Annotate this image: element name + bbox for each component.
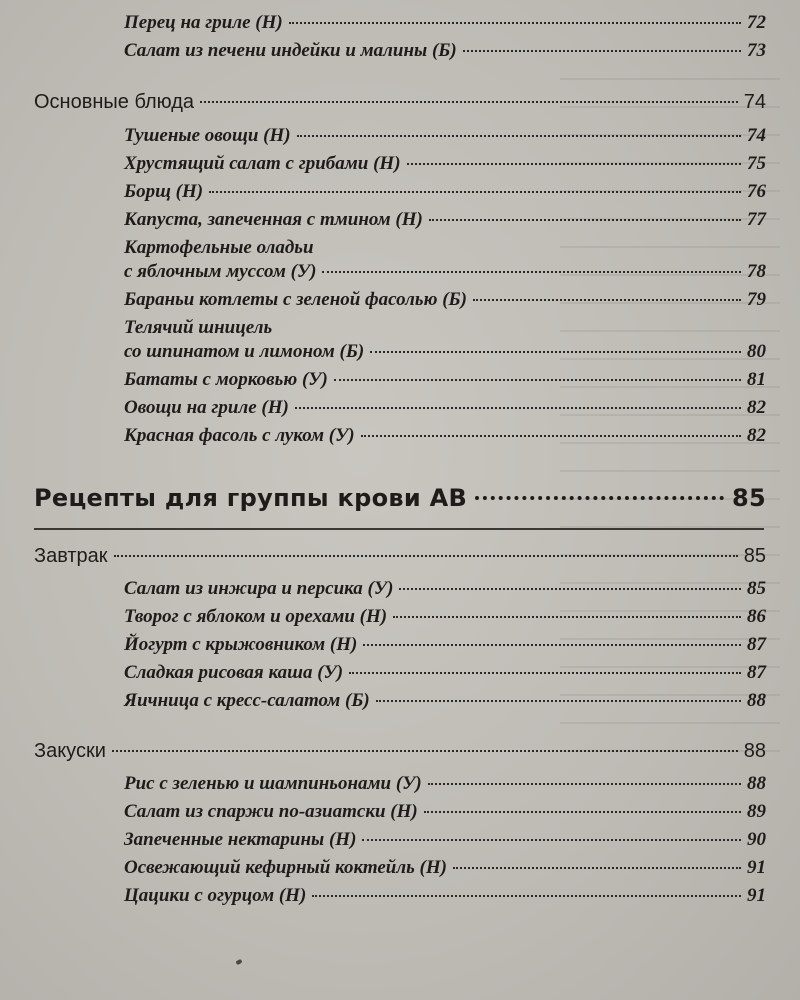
entry-page: 88 bbox=[747, 690, 766, 711]
toc-entry bbox=[124, 829, 766, 851]
dot-leader bbox=[322, 271, 741, 273]
section-snacks bbox=[34, 740, 766, 763]
dot-leader bbox=[363, 644, 741, 646]
toc-entry bbox=[124, 662, 766, 684]
toc-entry bbox=[124, 261, 766, 283]
section-title: Закуски bbox=[34, 740, 106, 762]
entry-page: 86 bbox=[747, 606, 766, 627]
print-speck bbox=[235, 959, 242, 965]
entry-title: Запеченные нектарины (Н) bbox=[124, 829, 357, 850]
entry-page: 73 bbox=[747, 40, 766, 61]
entry-title: Творог с яблоком и орехами (Н) bbox=[124, 606, 388, 627]
dot-leader bbox=[429, 219, 741, 221]
section-page: 85 bbox=[743, 545, 766, 567]
entry-title: Цацики с огурцом (Н) bbox=[124, 885, 307, 906]
entry-title: Рис с зеленью и шампиньонами (У) bbox=[124, 773, 422, 794]
entry-title: со шпинатом и лимоном (Б) bbox=[124, 341, 365, 362]
dot-leader bbox=[361, 435, 741, 437]
dot-leader bbox=[399, 588, 741, 590]
toc-entry bbox=[124, 690, 766, 712]
entry-title: Бараньи котлеты с зеленой фасолью (Б) bbox=[124, 289, 467, 310]
entry-title: с яблочным муссом (У) bbox=[124, 261, 317, 282]
section-title: Основные блюда bbox=[34, 91, 195, 113]
dot-leader bbox=[453, 867, 741, 869]
entry-title: Салат из печени индейки и малины (Б) bbox=[124, 40, 457, 61]
entry-title: Хрустящий салат с грибами (Н) bbox=[124, 153, 401, 174]
entry-title: Яичница с кресс-салатом (Б) bbox=[124, 690, 370, 711]
section-page: 88 bbox=[743, 740, 766, 762]
section-title: Завтрак bbox=[34, 545, 108, 567]
entry-page: 78 bbox=[747, 261, 766, 282]
entry-page: 89 bbox=[747, 801, 766, 822]
toc-entry bbox=[124, 153, 766, 175]
toc-entry bbox=[124, 634, 766, 656]
dot-leader bbox=[424, 811, 741, 813]
entry-title: Перец на гриле (Н) bbox=[124, 12, 283, 33]
dot-leader bbox=[295, 407, 741, 409]
entry-page: 80 bbox=[747, 341, 766, 362]
entry-page: 88 bbox=[747, 773, 766, 794]
dot-leader bbox=[112, 750, 738, 752]
entry-page: 79 bbox=[747, 289, 766, 310]
entry-title: Красная фасоль с луком (У) bbox=[124, 425, 355, 446]
toc-entry bbox=[124, 606, 766, 628]
toc-entry bbox=[124, 773, 766, 795]
entry-title: Освежающий кефирный коктейль (Н) bbox=[124, 857, 447, 878]
dot-leader bbox=[209, 191, 741, 193]
dot-leader bbox=[349, 672, 741, 674]
toc-entry bbox=[124, 857, 766, 879]
entry-title-line1: Картофельные оладьи bbox=[124, 237, 314, 258]
dot-leader bbox=[393, 616, 741, 618]
toc-entry bbox=[124, 397, 766, 419]
toc-entry bbox=[124, 885, 766, 907]
toc-entry bbox=[124, 801, 766, 823]
toc-entry bbox=[124, 209, 766, 231]
toc-entry bbox=[124, 425, 766, 447]
entry-page: 90 bbox=[747, 829, 766, 850]
toc-entry bbox=[124, 578, 766, 600]
chapter-rule bbox=[34, 528, 764, 530]
dot-leader bbox=[297, 135, 741, 137]
entry-title: Сладкая рисовая каша (У) bbox=[124, 662, 344, 683]
entry-page: 82 bbox=[747, 397, 766, 418]
entry-title: Капуста, запеченная с тмином (Н) bbox=[124, 209, 423, 230]
dot-leader bbox=[407, 163, 741, 165]
entry-page: 87 bbox=[747, 634, 766, 655]
entry-title: Салат из спаржи по-азиатски (Н) bbox=[124, 801, 418, 822]
entry-title: Салат из инжира и персика (У) bbox=[124, 578, 394, 599]
entry-title: Тушеные овощи (Н) bbox=[124, 125, 291, 146]
toc-entry bbox=[124, 341, 766, 363]
toc-entry bbox=[124, 289, 766, 311]
entry-page: 91 bbox=[747, 885, 766, 906]
entry-title: Овощи на гриле (Н) bbox=[124, 397, 289, 418]
toc-entry bbox=[124, 12, 766, 34]
toc-entry bbox=[124, 125, 766, 147]
dot-leader bbox=[473, 299, 741, 301]
dot-leader bbox=[200, 101, 738, 103]
dot-leader bbox=[376, 700, 741, 702]
entry-page: 76 bbox=[747, 181, 766, 202]
entry-page: 81 bbox=[747, 369, 766, 390]
dot-leader bbox=[362, 839, 741, 841]
dot-leader bbox=[312, 895, 741, 897]
entry-title-line1: Телячий шницель bbox=[124, 317, 273, 338]
toc-entry bbox=[124, 40, 766, 62]
section-main-dishes bbox=[34, 91, 766, 114]
dot-leader bbox=[289, 22, 741, 24]
entry-title: Йогурт с крыжовником (Н) bbox=[124, 634, 358, 655]
entry-page: 77 bbox=[747, 209, 766, 230]
entry-page: 82 bbox=[747, 425, 766, 446]
section-page: 74 bbox=[743, 91, 766, 113]
dot-leader bbox=[428, 783, 741, 785]
entry-page: 72 bbox=[747, 12, 766, 33]
toc-entry bbox=[124, 369, 766, 391]
entry-page: 74 bbox=[747, 125, 766, 146]
entry-page: 87 bbox=[747, 662, 766, 683]
dot-leader bbox=[334, 379, 741, 381]
chapter-heading bbox=[34, 484, 766, 512]
toc-entry bbox=[124, 181, 766, 203]
entry-title: Борщ (Н) bbox=[124, 181, 204, 202]
dot-leader bbox=[463, 50, 741, 52]
dot-leader bbox=[370, 351, 741, 353]
entry-page: 85 bbox=[747, 578, 766, 599]
dot-leader bbox=[475, 496, 724, 500]
section-breakfast bbox=[34, 545, 766, 568]
entry-page: 91 bbox=[747, 857, 766, 878]
entry-title: Бататы с морковью (У) bbox=[124, 369, 328, 390]
chapter-page: 85 bbox=[732, 484, 766, 512]
chapter-title: Рецепты для группы крови АВ bbox=[34, 484, 468, 512]
entry-page: 75 bbox=[747, 153, 766, 174]
dot-leader bbox=[114, 555, 738, 557]
